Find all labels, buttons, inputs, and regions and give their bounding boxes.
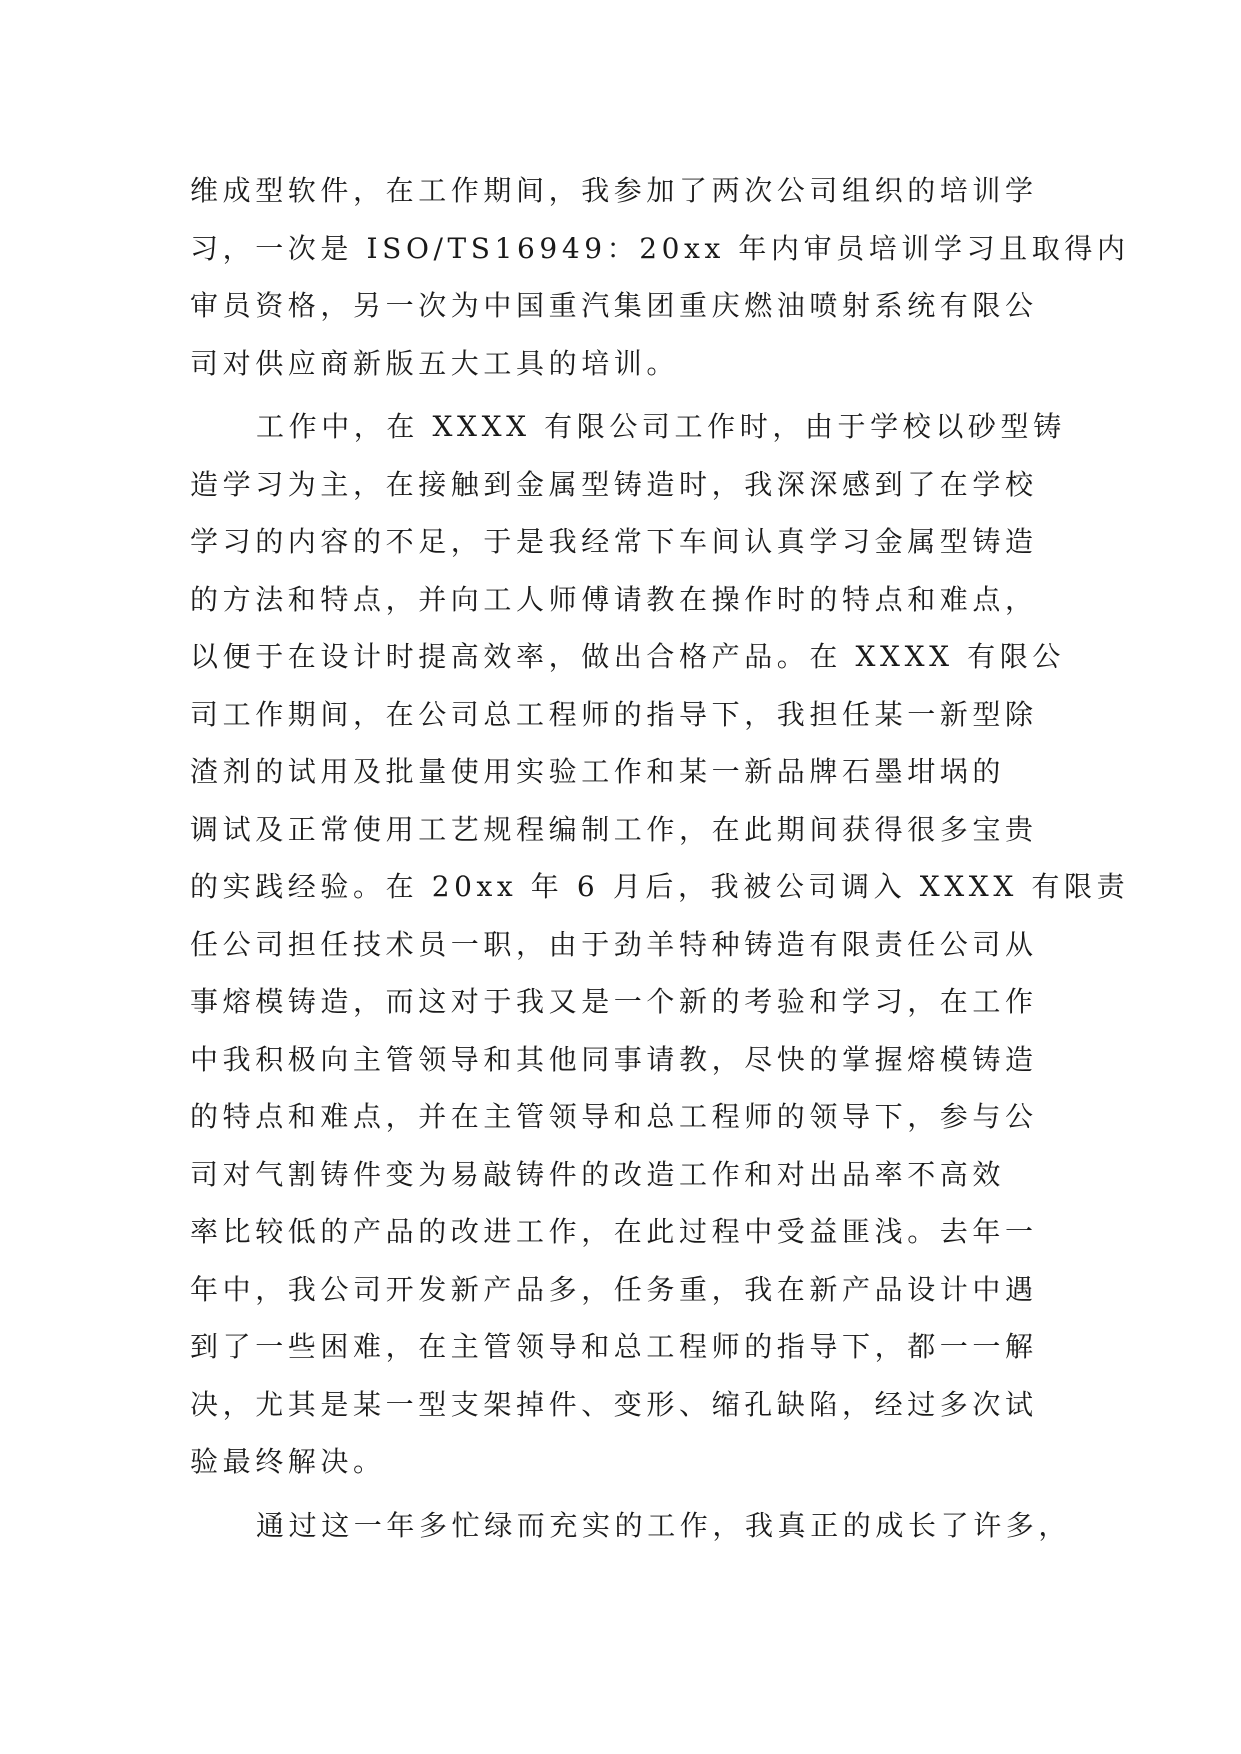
text-line-first: 工作中，在 XXXX 有限公司工作时，由于学校以砂型铸 bbox=[256, 410, 1066, 443]
paragraph-1 bbox=[190, 162, 1130, 392]
text-line: 司对供应商新版五大工具的培训。 bbox=[190, 346, 680, 380]
text-line: 维成型软件，在工作期间，我参加了两次公司组织的培训学 bbox=[190, 174, 1038, 207]
text-line: 以便于在设计时提高效率，做出合格产品。在 XXXX 有限公 bbox=[190, 640, 1065, 673]
text-line: 司工作期间，在公司总工程师的指导下，我担任某一新型除 bbox=[190, 697, 1038, 731]
text-line: 的实践经验。在 20xx 年 6 月后，我被公司调入 XXXX 有限责 bbox=[190, 870, 1130, 903]
text-line: 渣剂的试用及批量使用实验工作和某一新品牌石墨坩埚的 bbox=[190, 755, 1006, 788]
document-body bbox=[190, 162, 1130, 1554]
text-line: 司对气割铸件变为易敲铸件的改造工作和对出品率不高效 bbox=[190, 1157, 1006, 1191]
text-line: 的特点和难点，并在主管领导和总工程师的领导下，参与公 bbox=[190, 1100, 1038, 1133]
text-line: 率比较低的产品的改进工作，在此过程中受益匪浅。去年一 bbox=[190, 1215, 1038, 1248]
text-line: 事熔模铸造，而这对于我又是一个新的考验和学习，在工作 bbox=[190, 985, 1038, 1018]
text-line: 习，一次是 ISO/TS16949：20xx 年内审员培训学习且取得内 bbox=[190, 231, 1130, 265]
text-line: 造学习为主，在接触到金属型铸造时，我深深感到了在学校 bbox=[190, 467, 1038, 501]
text-line: 验最终解决。 bbox=[190, 1445, 386, 1478]
paragraph-3 bbox=[190, 1497, 1072, 1555]
paragraph-2 bbox=[190, 398, 1130, 1491]
text-line: 审员资格，另一次为中国重汽集团重庆燃油喷射系统有限公 bbox=[190, 289, 1038, 322]
text-line: 任公司担任技术员一职，由于劲羊特种铸造有限责任公司从 bbox=[190, 927, 1038, 961]
text-line: 年中，我公司开发新产品多，任务重，我在新产品设计中遇 bbox=[190, 1272, 1038, 1306]
text-line: 学习的内容的不足，于是我经常下车间认真学习金属型铸造 bbox=[190, 525, 1038, 558]
text-line: 的方法和特点，并向工人师傅请教在操作时的特点和难点， bbox=[190, 582, 1038, 616]
text-line: 调试及正常使用工艺规程编制工作，在此期间获得很多宝贵 bbox=[190, 812, 1038, 846]
text-line: 到了一些困难，在主管领导和总工程师的指导下，都一一解 bbox=[190, 1330, 1038, 1363]
text-line: 决，尤其是某一型支架掉件、变形、缩孔缺陷，经过多次试 bbox=[190, 1387, 1038, 1421]
text-line-first: 通过这一年多忙绿而充实的工作，我真正的成长了许多， bbox=[256, 1508, 1072, 1542]
text-line: 中我积极向主管领导和其他同事请教，尽快的掌握熔模铸造 bbox=[190, 1042, 1038, 1076]
